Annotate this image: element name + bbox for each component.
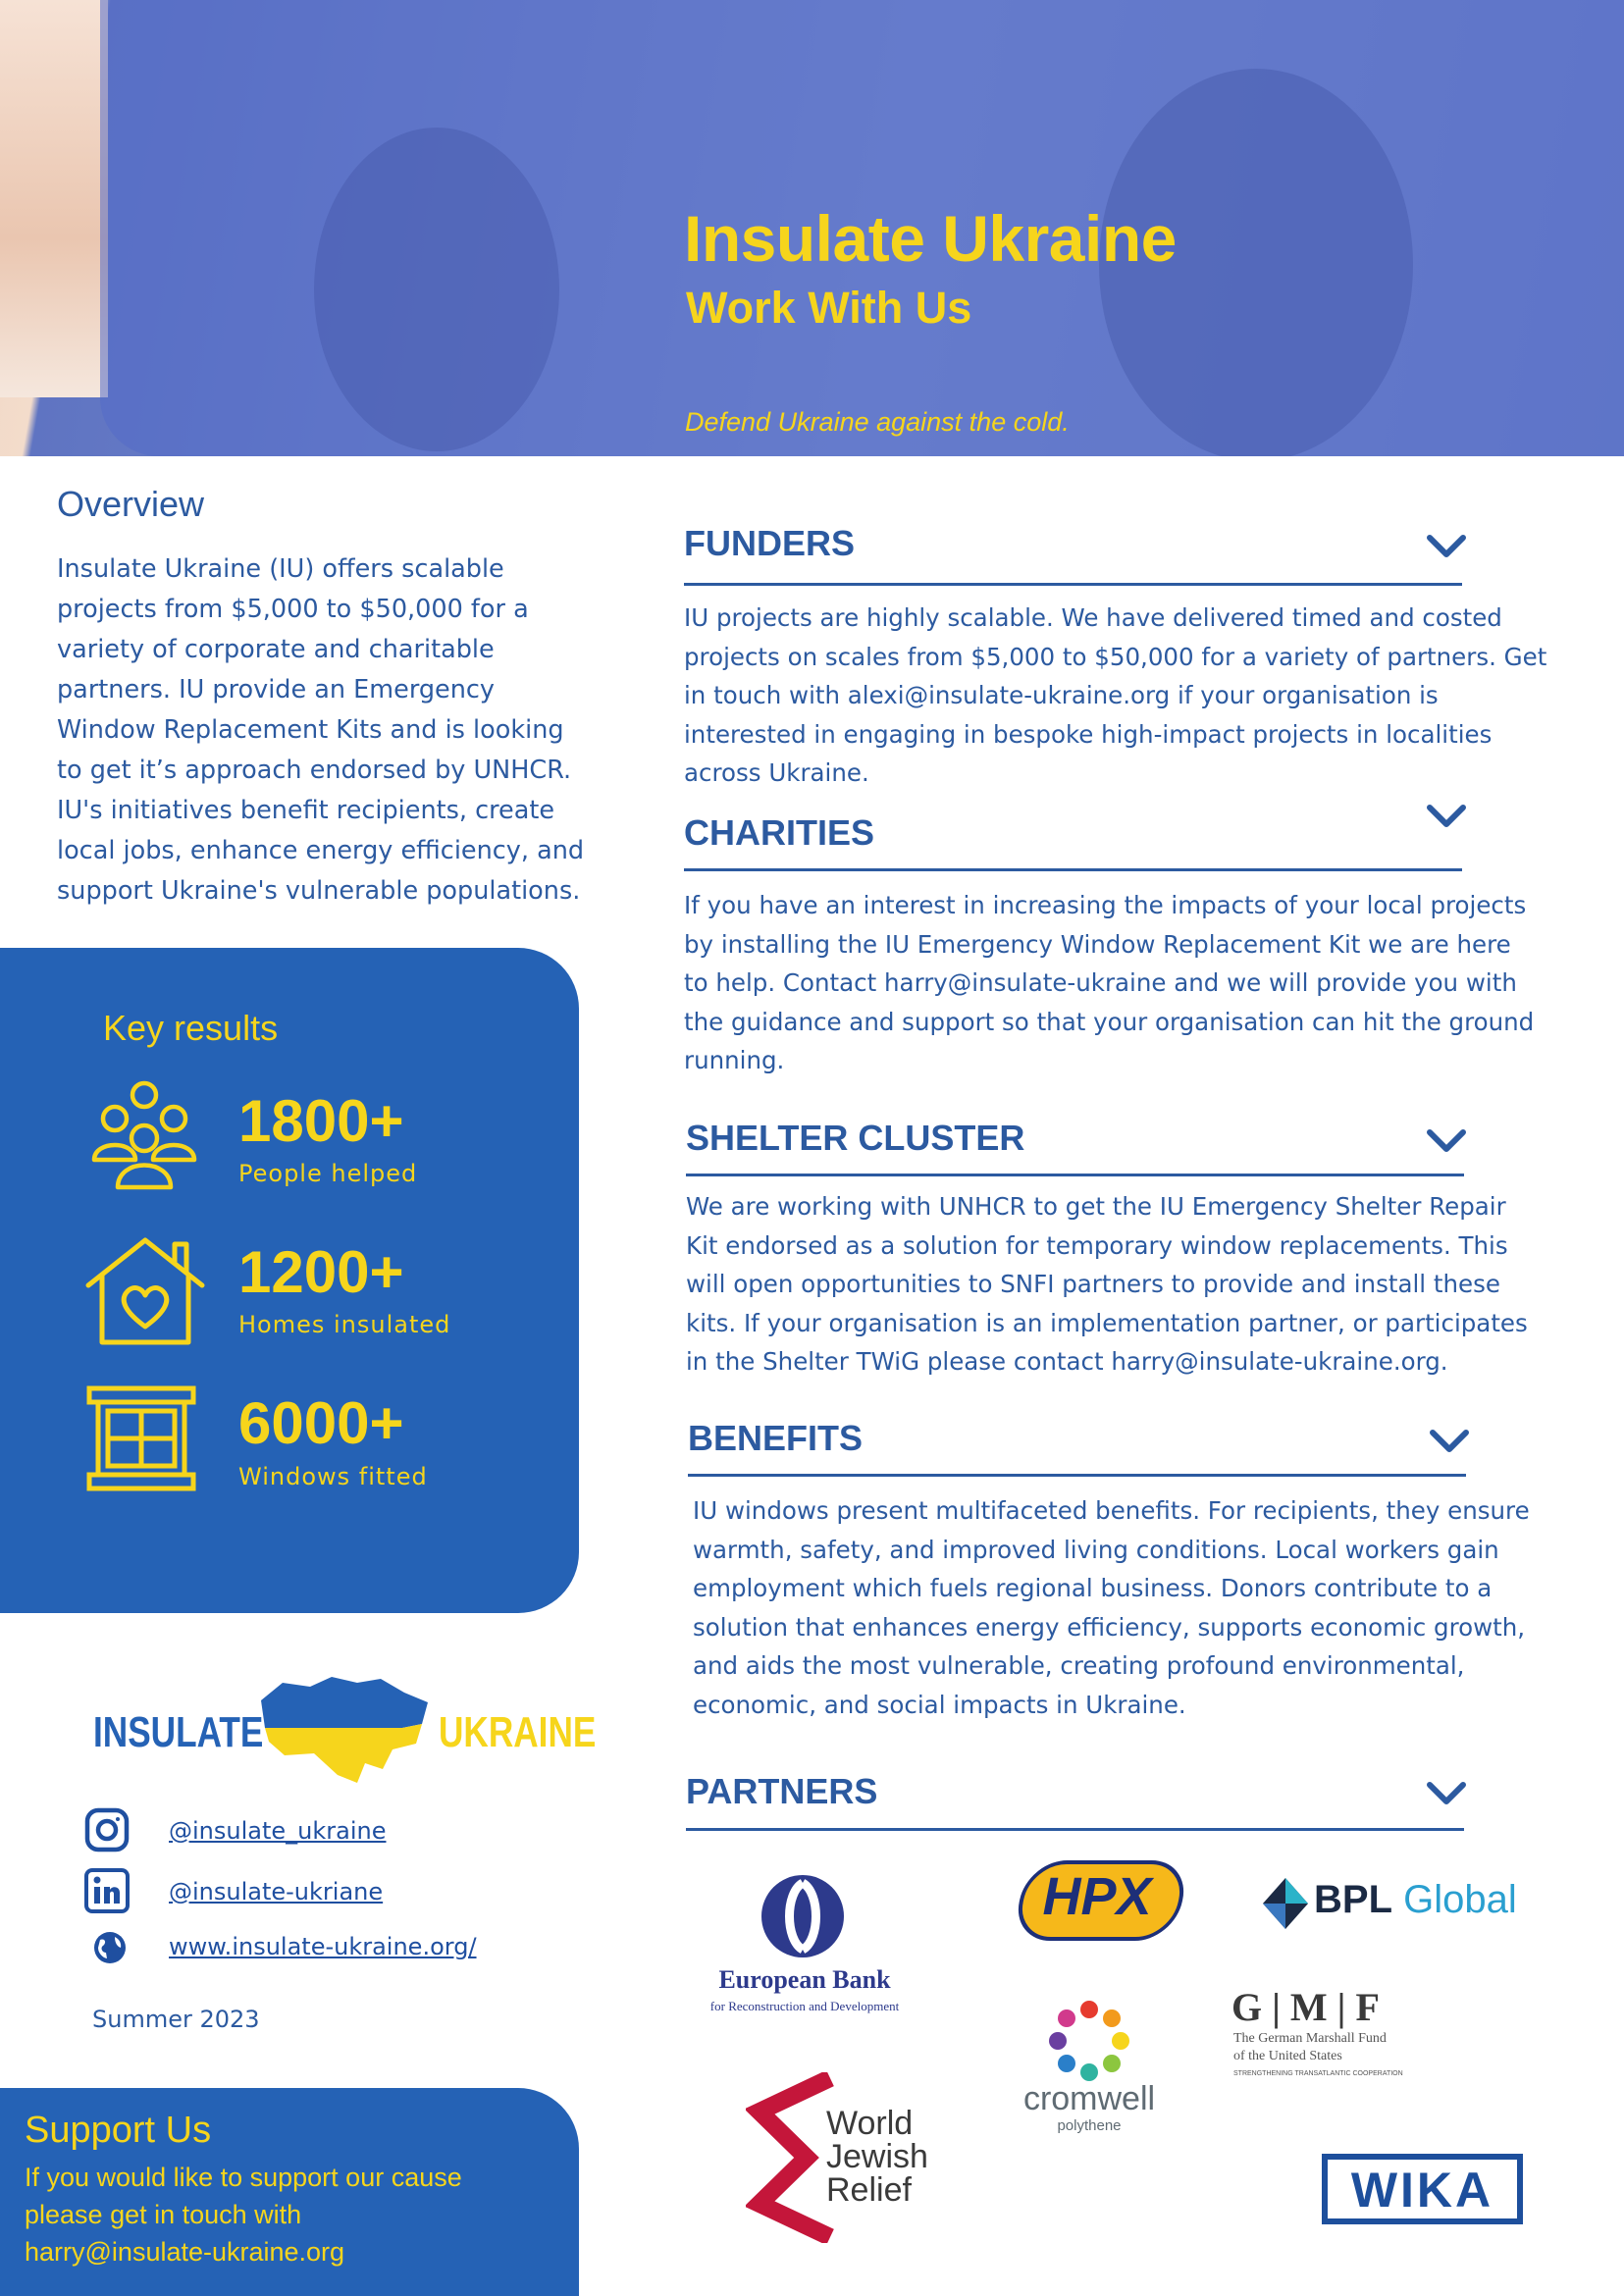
partners-chevron-down-icon[interactable] [1425, 1780, 1468, 1807]
charities-text [684, 886, 1547, 1080]
benefits-chevron-down-icon[interactable] [1428, 1428, 1471, 1455]
charities-line: If you have an interest in increasing the impacts of your local projects [684, 891, 1527, 919]
cromwell-star-icon [1048, 2000, 1130, 2082]
people-helped-value: 1800+ [238, 1088, 404, 1154]
overview-text [57, 549, 592, 912]
ebrd-emblem-icon [760, 1873, 846, 1959]
funders-line: in touch with alexi@insulate-ukraine.org if your organisation is [684, 681, 1439, 709]
benefits-line: economic, and social impacts in Ukraine. [693, 1690, 1186, 1719]
bpl-global-logo [1263, 1874, 1528, 1933]
shelter-cluster-text [686, 1187, 1549, 1382]
overview-line: projects from $5,000 to $50,000 for a [57, 595, 529, 624]
website-link[interactable]: www.insulate-ukraine.org/ [169, 1933, 477, 1960]
benefits-line: IU windows present multifaceted benefits. For recipients, they ensure [693, 1496, 1530, 1525]
bpl-name-light: Global [1403, 1878, 1517, 1921]
shelter-cluster-line: kits. If your organisation is an implementation partner, or participates [686, 1308, 1528, 1337]
page-subtitle: Work With Us [686, 283, 972, 333]
support-text [25, 2159, 554, 2270]
overview-line: IU's initiatives benefit recipients, create [57, 796, 555, 825]
support-email[interactable]: harry@insulate-ukraine.org [25, 2237, 345, 2267]
overview-line: support Ukraine's vulnerable populations. [57, 876, 581, 906]
benefits-heading: BENEFITS [688, 1418, 864, 1458]
key-results-heading: Key results [103, 1008, 279, 1048]
gmf-subtitle-1: The German Marshall Fund [1233, 2031, 1387, 2046]
bpl-name-bold: BPL [1314, 1878, 1392, 1921]
funders-line: IU projects are highly scalable. We have delivered timed and costed [684, 603, 1502, 632]
benefits-text [693, 1491, 1576, 1724]
homes-insulated-value: 1200+ [238, 1239, 404, 1305]
hpx-logo [1014, 1854, 1180, 1943]
logo-text-right: UKRAINE [439, 1708, 597, 1756]
tagline: Defend Ukraine against the cold. [685, 407, 1070, 437]
ukraine-map-icon [255, 1673, 432, 1791]
ebrd-logo [687, 1869, 922, 2016]
linkedin-link[interactable]: @insulate-ukriane [169, 1878, 384, 1905]
logo-text-left: INSULATE [93, 1708, 264, 1756]
wjr-line-3: Relief [826, 2171, 912, 2209]
partners-heading: PARTNERS [686, 1771, 878, 1811]
partners-divider [686, 1828, 1464, 1831]
bpl-name [1314, 1878, 1517, 1922]
overview-heading: Overview [57, 484, 205, 524]
hero-banner [0, 0, 1624, 456]
benefits-line: employment which fuels regional business. Donors contribute to a [693, 1574, 1493, 1602]
support-line: please get in touch with [25, 2200, 302, 2229]
funders-heading: FUNDERS [684, 523, 856, 563]
charities-line: running. [684, 1046, 785, 1074]
cromwell-name: cromwell [1022, 2080, 1156, 2117]
shelter-cluster-line: will open opportunities to SNFI partners to provide and install these [686, 1270, 1500, 1298]
wjr-line-1: World [826, 2105, 914, 2142]
charities-line: to help. Contact harry@insulate-ukraine and we will provide you with [684, 968, 1517, 997]
world-jewish-relief-logo [746, 2068, 952, 2245]
people-helped-label: People helped [238, 1160, 418, 1187]
gmf-subtitle-2: of the United States [1233, 2049, 1342, 2063]
support-heading: Support Us [25, 2110, 212, 2151]
house-heart-icon [84, 1234, 206, 1347]
overview-line: variety of corporate and charitable [57, 635, 495, 664]
charities-line: the guidance and support so that your organisation can hit the ground [684, 1007, 1535, 1036]
support-line: If you would like to support our cause [25, 2163, 462, 2192]
charities-chevron-down-icon[interactable] [1425, 803, 1468, 830]
shelter-cluster-line: Kit endorsed as a solution for temporary window replacements. This [686, 1230, 1508, 1260]
people-group-icon [88, 1079, 201, 1192]
cromwell-subtitle: polythene [1057, 2117, 1122, 2134]
gmf-subtitle-3: STRENGTHENING TRANSATLANTIC COOPERATION [1233, 2070, 1403, 2077]
shelter-cluster-chevron-down-icon[interactable] [1425, 1127, 1468, 1155]
charities-heading: CHARITIES [684, 812, 875, 853]
gmf-name: G | M | F [1231, 1985, 1380, 2029]
hero-photo-wall [0, 0, 108, 397]
ebrd-name: European Bank [718, 1965, 891, 1994]
shelter-cluster-line: We are working with UNHCR to get the IU Emergency Shelter Repair [686, 1192, 1506, 1221]
linkedin-icon[interactable] [84, 1868, 130, 1913]
charities-line: by installing the IU Emergency Window Replacement Kit we are here [684, 929, 1511, 959]
window-icon [86, 1385, 196, 1491]
homes-insulated-label: Homes insulated [238, 1311, 451, 1338]
charities-divider [684, 868, 1462, 871]
benefits-divider [688, 1474, 1466, 1477]
page-title: Insulate Ukraine [684, 202, 1177, 275]
date-label: Summer 2023 [92, 2006, 260, 2033]
hpx-name: HPX [1042, 1867, 1152, 1926]
overview-line: local jobs, enhance energy efficiency, and [57, 836, 585, 865]
globe-icon[interactable] [93, 1931, 127, 1964]
wjr-line-2: Jewish [826, 2138, 928, 2175]
funders-chevron-down-icon[interactable] [1425, 533, 1468, 560]
benefits-line: and aids the most vulnerable, creating profound environmental, [693, 1651, 1465, 1680]
benefits-line: solution that enhances energy efficiency, supports economic growth, [693, 1612, 1526, 1642]
funders-text [684, 599, 1547, 793]
wika-name: WIKA [1350, 2163, 1494, 2218]
bpl-diamond-icon [1263, 1878, 1308, 1929]
shelter-cluster-heading: SHELTER CLUSTER [686, 1118, 1025, 1158]
overview-line: Window Replacement Kits and is looking [57, 715, 564, 745]
funders-divider [684, 583, 1462, 586]
windows-fitted-value: 6000+ [238, 1390, 404, 1456]
insulate-ukraine-logo [93, 1673, 597, 1791]
funders-line: interested in engaging in bespoke high-impact projects in localities [684, 719, 1493, 749]
shelter-cluster-line: in the Shelter TWiG please contact harry@insulate-ukraine.org. [686, 1347, 1448, 1376]
gmf-logo [1231, 1984, 1428, 2092]
shelter-cluster-divider [686, 1174, 1464, 1176]
ebrd-subtitle: for Reconstruction and Development [709, 1999, 900, 2013]
benefits-line: warmth, safety, and improved living conditions. Local workers gain [693, 1535, 1499, 1564]
overview-line: to get it’s approach endorsed by UNHCR. [57, 756, 572, 785]
funders-line: projects on scales from $5,000 to $50,000 for a variety of partners. Get [684, 642, 1547, 671]
windows-fitted-label: Windows fitted [238, 1463, 428, 1490]
cromwell-logo [1011, 2000, 1168, 2137]
wika-logo [1322, 2154, 1523, 2224]
funders-line: across Ukraine. [684, 758, 869, 787]
instagram-icon[interactable] [84, 1807, 130, 1852]
overview-line: Insulate Ukraine (IU) offers scalable [57, 554, 504, 584]
overview-line: partners. IU provide an Emergency [57, 675, 496, 704]
instagram-link[interactable]: @insulate_ukraine [169, 1817, 387, 1845]
